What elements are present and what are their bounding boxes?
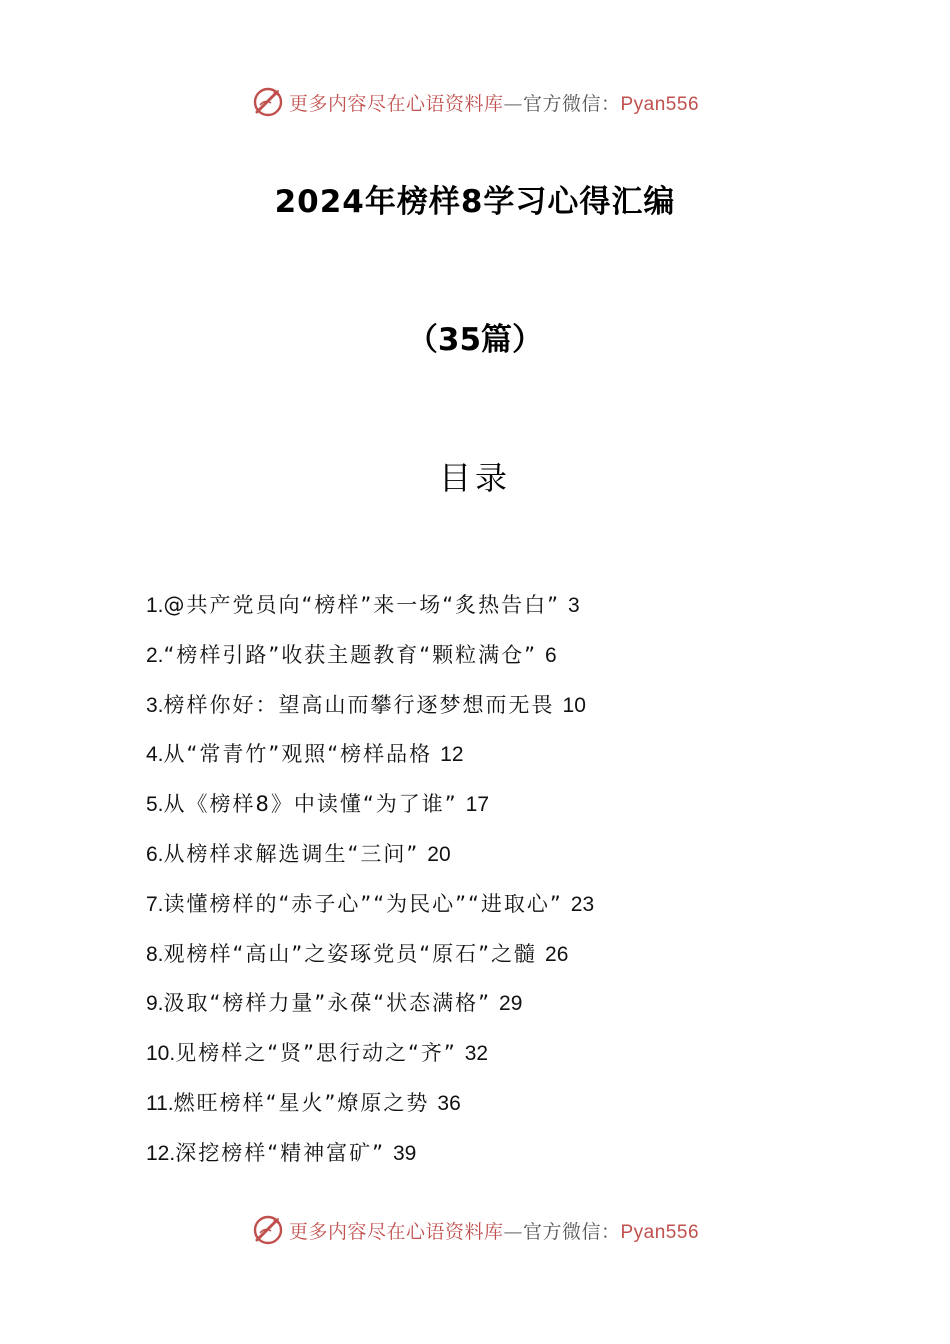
toc-entry[interactable]	[146, 983, 846, 1033]
toc-entry-number: 11.	[146, 1091, 174, 1115]
toc-entry-number: 1.	[146, 594, 164, 617]
toc-entry-title: 汲取“榜样力量”永葆“状态满格”	[163, 991, 492, 1016]
toc-entry-number: 10.	[146, 1042, 176, 1066]
toc-entry-page: 29	[499, 992, 523, 1016]
toc-entry-page: 3	[568, 594, 580, 617]
toc-entry-title: 从《榜样8》中读懂“为了谁”	[163, 792, 458, 817]
footer-banner	[0, 1210, 950, 1250]
pen-circle-logo-icon	[251, 1213, 285, 1247]
toc-entry-number: 5.	[146, 793, 164, 817]
toc-entry-page: 6	[545, 643, 557, 667]
toc-entry-title: 燃旺榜样“星火”燎原之势	[173, 1090, 430, 1115]
toc-entry-title: 从“常青竹”观照“榜样品格	[163, 742, 433, 767]
toc-entry-number: 2.	[146, 643, 164, 667]
toc-entry-page: 17	[465, 793, 489, 817]
toc-entry-number: 6.	[146, 842, 164, 866]
toc-entry-number: 4.	[146, 743, 164, 767]
banner-main-text: 更多内容尽在心语资料库	[288, 1220, 504, 1243]
toc-entry[interactable]	[146, 934, 846, 984]
document-title: 2024年榜样8学习心得汇编	[274, 184, 676, 220]
toc-entry[interactable]	[146, 1133, 846, 1183]
banner-wechat-id: Pyan556	[620, 1221, 700, 1243]
header-banner	[0, 82, 950, 122]
banner-main-text: 更多内容尽在心语资料库	[288, 92, 504, 115]
toc-entry-title: 读懂榜样的“赤子心”“为民心”“进取心”	[163, 891, 563, 916]
toc-entry-number: 12.	[146, 1141, 176, 1165]
toc-entry-page: 20	[427, 842, 451, 866]
toc-entry-page: 26	[545, 942, 569, 966]
toc-entry-title: 观榜样“高山”之姿琢党员“原石”之髓	[163, 941, 538, 966]
toc-entry-number: 8.	[146, 942, 164, 966]
pen-circle-logo-icon	[251, 85, 285, 119]
toc-entry[interactable]	[146, 1033, 846, 1083]
toc-entry-page: 12	[440, 743, 464, 767]
banner-wechat-id: Pyan556	[620, 93, 700, 115]
toc-entry-number: 3.	[146, 693, 164, 717]
toc-entry[interactable]	[146, 585, 846, 635]
toc-entry-page: 39	[392, 1141, 417, 1165]
toc-entry-title: 深挖榜样“精神富矿”	[175, 1140, 385, 1165]
banner-brand-text: 官方微信：	[522, 92, 621, 115]
toc-entry-title: 榜样你好：望高山而攀行逐梦想而无畏	[163, 692, 555, 717]
toc-entry-title: 从榜样求解选调生“三问”	[163, 841, 420, 866]
toc-entry[interactable]	[146, 734, 846, 784]
toc-entry-title: “榜样引路”收获主题教育“颗粒满仓”	[163, 642, 538, 667]
toc-entry[interactable]	[146, 635, 846, 685]
toc-heading: 目录	[438, 459, 511, 497]
banner-separator: —	[503, 92, 523, 115]
toc-entry-number: 7.	[146, 892, 164, 916]
toc-entry-page: 10	[562, 693, 586, 717]
toc-entry-title: 见榜样之“贤”思行动之“齐”	[175, 1041, 457, 1066]
toc-entry[interactable]	[146, 1083, 846, 1133]
table-of-contents	[146, 585, 846, 1183]
toc-entry-page: 36	[437, 1091, 461, 1115]
toc-entry[interactable]	[146, 884, 846, 934]
banner-text	[289, 89, 699, 116]
toc-entry[interactable]	[146, 784, 846, 834]
toc-entry-page: 23	[570, 892, 595, 916]
toc-entry-number: 9.	[146, 992, 164, 1016]
banner-text	[289, 1217, 699, 1244]
toc-entry-page: 32	[464, 1042, 489, 1066]
document-subtitle: （35篇）	[406, 322, 544, 358]
banner-brand-text: 官方微信：	[522, 1220, 621, 1243]
toc-entry[interactable]	[146, 834, 846, 884]
toc-entry-title: @共产党员向“榜样”来一场“炙热告白”	[163, 593, 561, 617]
banner-separator: —	[503, 1220, 523, 1243]
toc-entry[interactable]	[146, 685, 846, 735]
